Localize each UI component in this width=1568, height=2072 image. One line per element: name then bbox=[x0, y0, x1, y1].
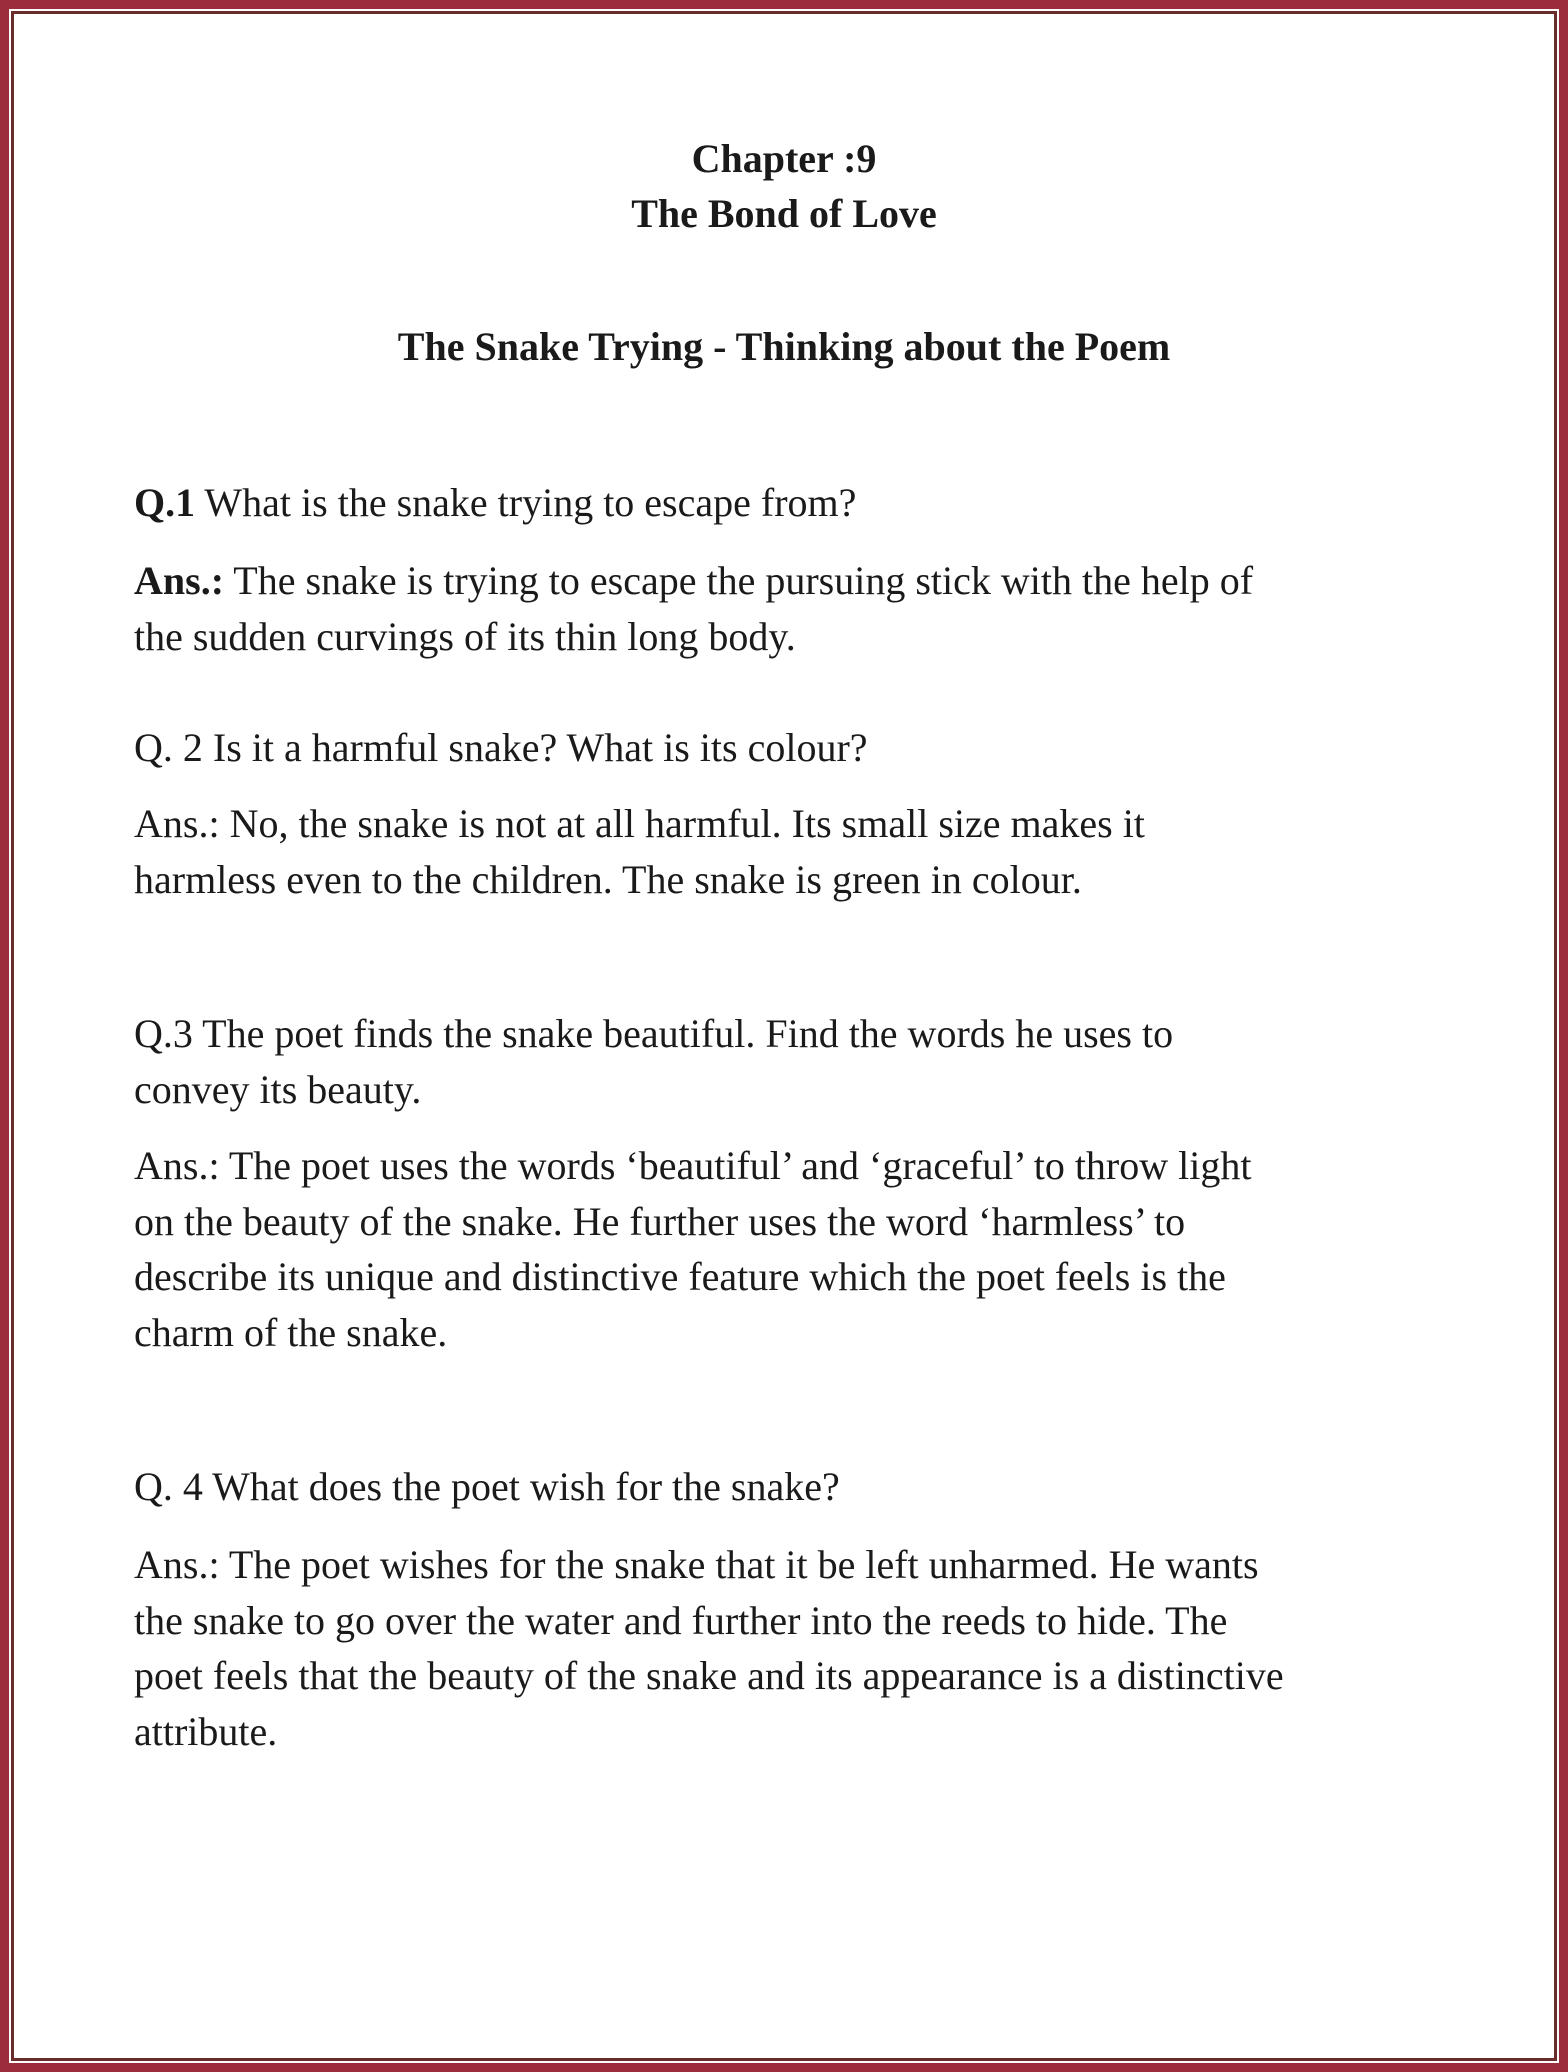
answer-line: on the beauty of the snake. He further uses the word ‘harmless’ to bbox=[134, 1198, 1186, 1244]
question-4 bbox=[134, 1459, 840, 1515]
chapter-title: The Bond of Love bbox=[631, 191, 937, 236]
answer-2 bbox=[134, 796, 1145, 907]
question-text: Q. 4 What does the poet wish for the snake? bbox=[134, 1464, 840, 1509]
answer-line: the snake to go over the water and further into the reeds to hide. The bbox=[134, 1597, 1228, 1643]
section-subtitle: The Snake Trying - Thinking about the Poem bbox=[397, 324, 1171, 369]
question-text: What is the snake trying to escape from? bbox=[195, 480, 857, 525]
answer-line: describe its unique and distinctive feature which the poet feels is the bbox=[134, 1254, 1226, 1299]
question-line: Q.3 The poet finds the snake beautiful. Find the words he uses to bbox=[134, 1011, 1174, 1056]
question-label: Q.1 bbox=[134, 480, 196, 525]
answer-line: attribute. bbox=[134, 1708, 278, 1754]
question-1 bbox=[134, 475, 856, 531]
answer-line: Ans.: No, the snake is not at all harmful. Its small size makes it bbox=[134, 801, 1145, 846]
question-text: Q. 2 Is it a harmful snake? What is its colour? bbox=[134, 725, 868, 770]
answer-line: harmless even to the children. The snake is green in colour. bbox=[134, 856, 1082, 902]
chapter-number: Chapter :9 bbox=[691, 136, 877, 181]
answer-line: poet feels that the beauty of the snake and its appearance is a distinctive bbox=[134, 1653, 1284, 1698]
question-3 bbox=[134, 1006, 1173, 1117]
answer-1 bbox=[134, 553, 1253, 664]
answer-line: Ans.: The poet uses the words ‘beautiful’ and ‘graceful’ to throw light bbox=[134, 1143, 1252, 1188]
answer-line: charm of the snake. bbox=[134, 1309, 448, 1355]
question-2 bbox=[134, 720, 868, 776]
answer-3 bbox=[134, 1138, 1251, 1360]
question-line: convey its beauty. bbox=[134, 1066, 422, 1112]
answer-line: Ans.: The poet wishes for the snake that it be left unharmed. He wants bbox=[134, 1542, 1259, 1587]
answer-line: The snake is trying to escape the pursuing stick with the help of bbox=[224, 558, 1254, 603]
answer-4 bbox=[134, 1537, 1284, 1759]
answer-label: Ans.: bbox=[134, 558, 225, 603]
answer-line: the sudden curvings of its thin long body. bbox=[134, 613, 796, 659]
